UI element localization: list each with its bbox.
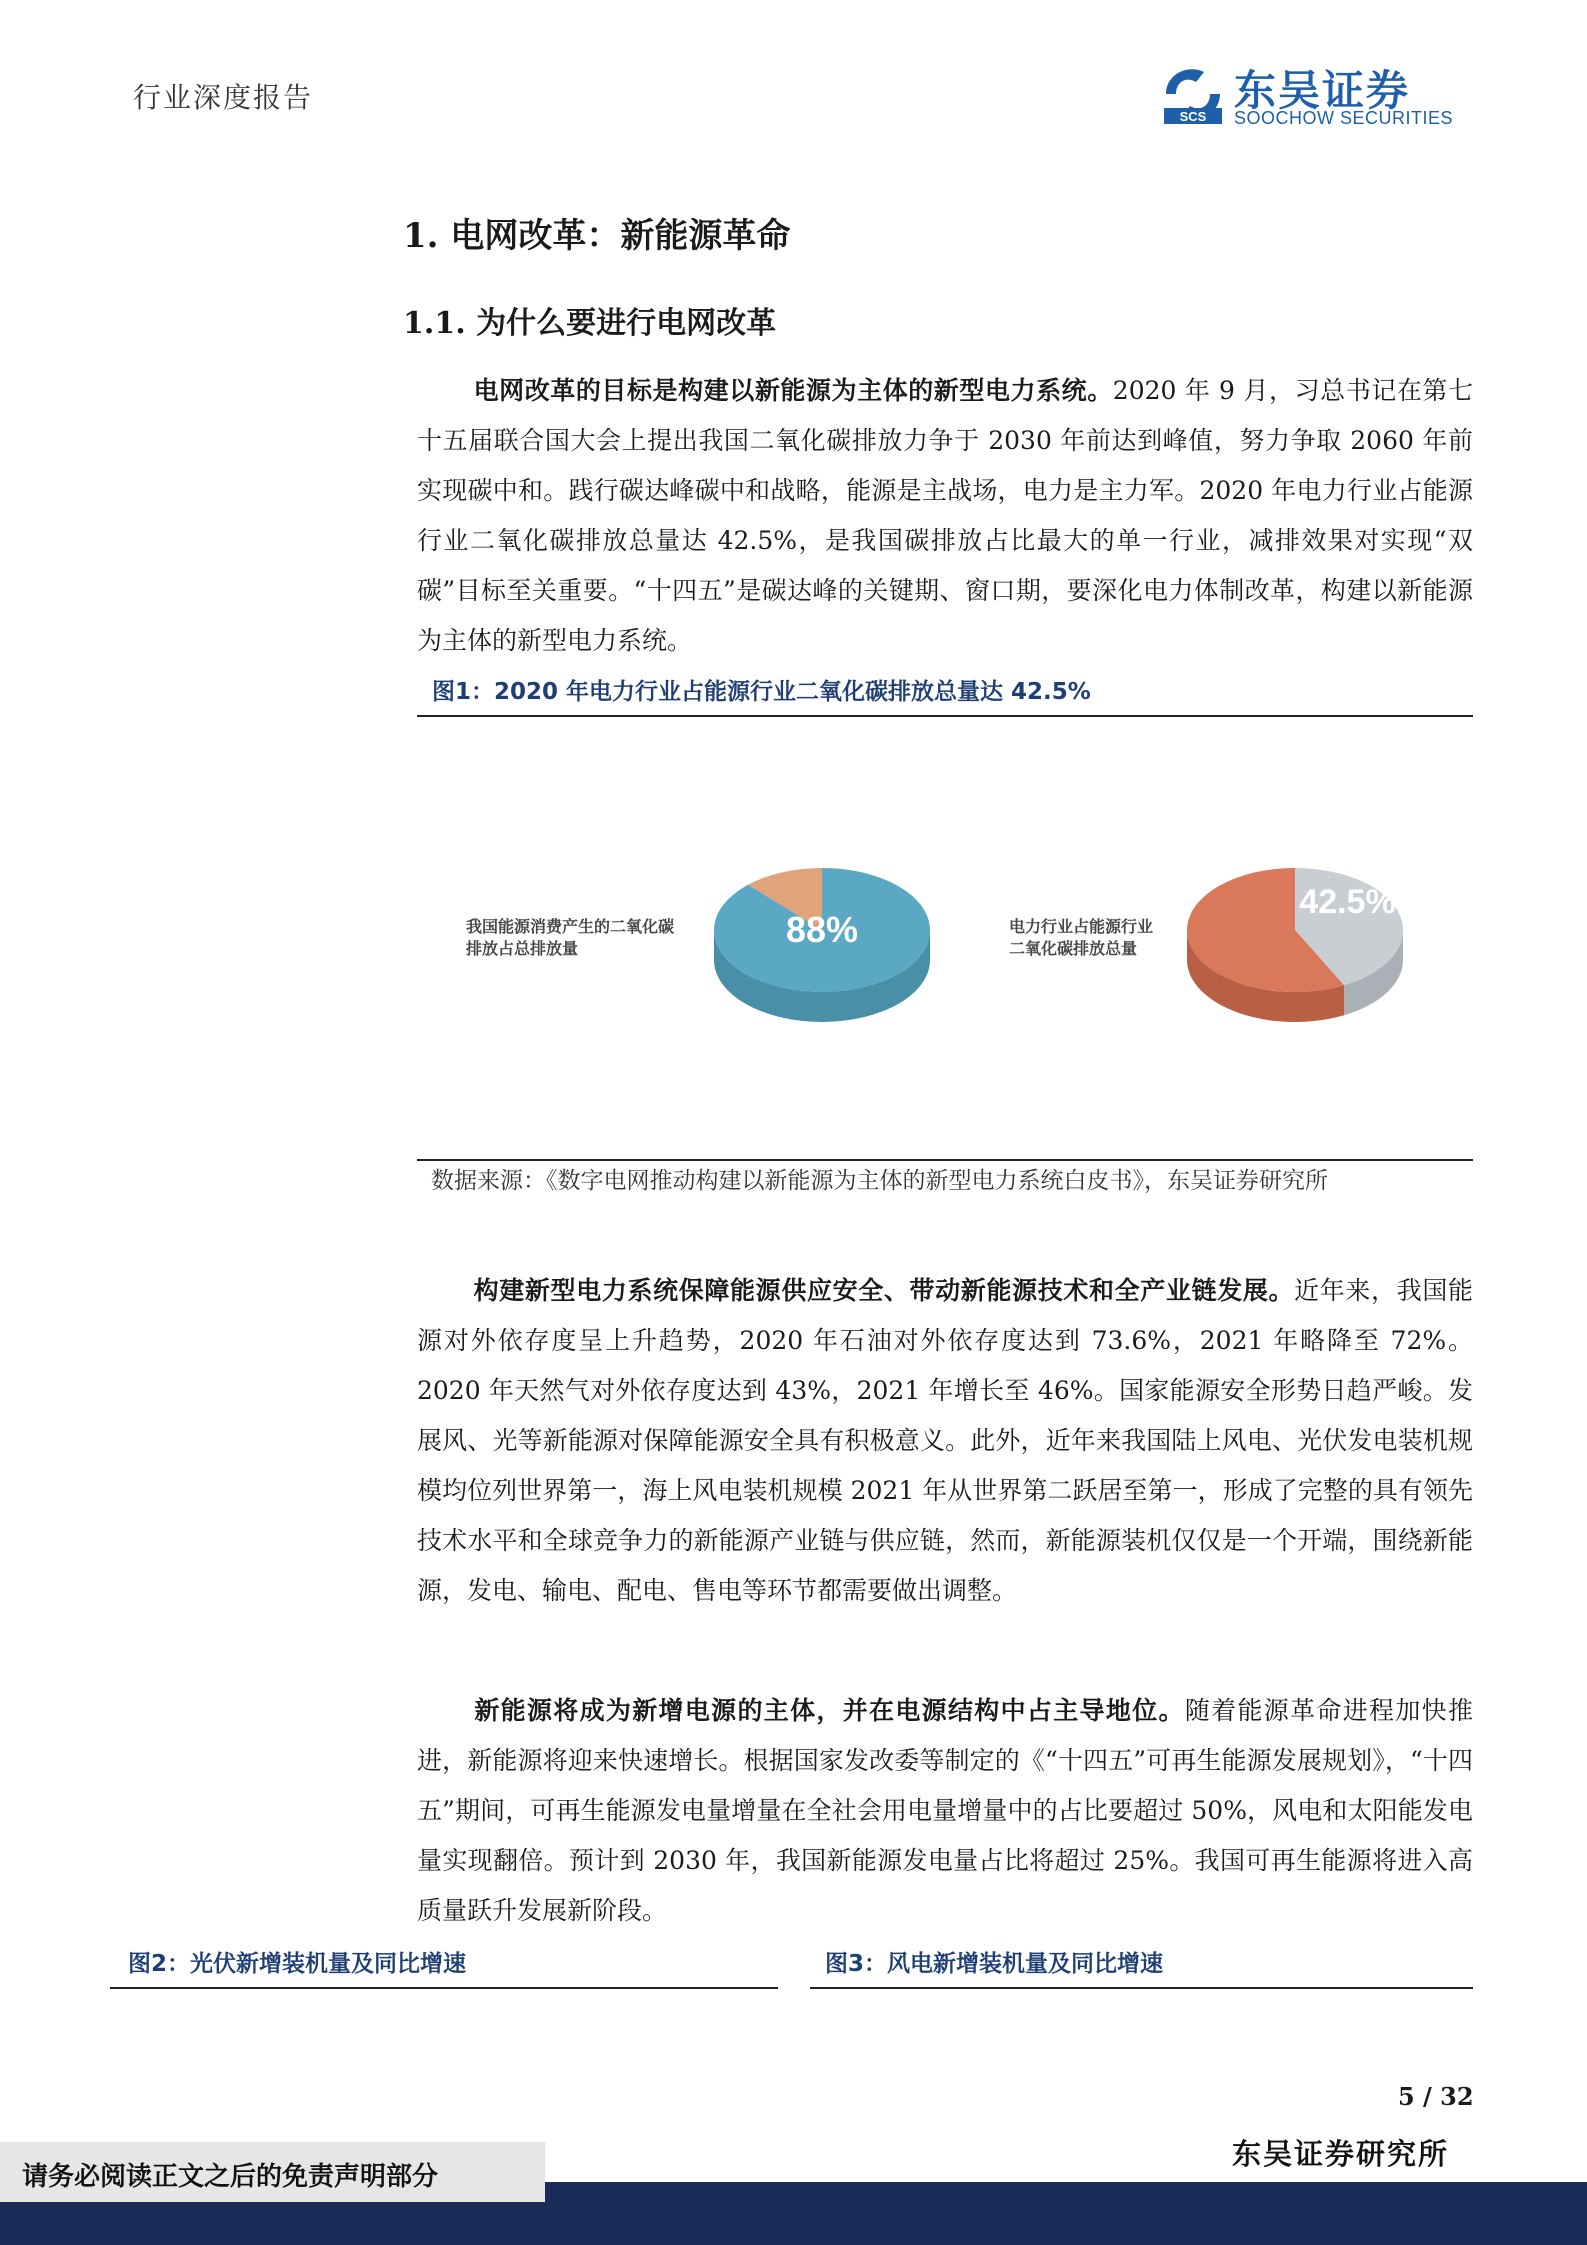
footer-organization: 东吴证券研究所 (1232, 2137, 1450, 2171)
paragraph-lead: 新能源将成为新增电源的主体，并在电源结构中占主导地位。 (473, 1696, 1185, 1725)
paragraph-body: 随着能源革命进程加快推进，新能源将迎来快速增长。根据国家发改委等制定的《“十四五”可再生能源发展规划》，“十四五”期间，可再生能源发电量增量在全社会用电量增量中的占比要超过 50%，风电和太阳能发电量实现翻倍。预计到 2030 年，我国新能源发电量占比将超过 25%。我国可再生能源将进入高质量跃升发展新阶段。 (417, 1696, 1473, 1925)
paragraph-lead: 构建新型电力系统保障能源供应安全、带动新能源技术和全产业链发展。 (473, 1276, 1295, 1305)
pie-0-value-label: 88% (785, 909, 859, 950)
figure-2-title: 图2：光伏新增装机量及同比增速 (128, 1951, 467, 1977)
paragraph-energy-security (417, 1266, 1473, 1616)
figure-3-rule (810, 1987, 1473, 1989)
logo-mark-text: SCS (1179, 109, 1207, 124)
pie-2 (1175, 860, 1415, 1035)
section-heading: 1. 电网改革：新能源革命 (403, 216, 791, 256)
figure-1-top-rule (417, 715, 1473, 717)
pie-1-label-line2: 排放占总排放量 (466, 939, 579, 958)
company-logo (1158, 58, 1470, 130)
report-type-label: 行业深度报告 (133, 81, 314, 114)
pie-1 (702, 860, 942, 1035)
figure-1-charts (417, 720, 1473, 1160)
figure-2-rule (110, 1987, 778, 1989)
figure-3-title: 图3：风电新增装机量及同比增速 (825, 1951, 1164, 1977)
pie-1-label (466, 916, 674, 960)
paragraph-body: 近年来，我国能源对外依存度呈上升趋势，2020 年石油对外依存度达到 73.6%，2021 年略降至 72%。2020 年天然气对外依存度达到 43%，2021 年增长至 46%。国家能源安全形势日趋严峻。发展风、光等新能源对保障能源安全具有积极意义。此外，近年来我国陆上风电、光伏发电装机规模均位列世界第一，海上风电装机规模 2021 年从世界第二跃居至第一，形成了完整的具有领先技术水平和全球竞争力的新能源产业链与供应链，然而，新能源装机仅仅是一个开端，围绕新能源，发电、输电、配电、售电等环节都需要做出调整。 (417, 1276, 1473, 1605)
logo-text-cn: 东吴证券 (1234, 66, 1411, 115)
pie-2-label-line1: 电力行业占能源行业 (1009, 917, 1154, 936)
paragraph-new-energy-dominance (417, 1686, 1473, 1936)
page-number: 5 / 32 (1398, 2082, 1474, 2111)
logo-text-en: SOOCHOW SECURITIES (1234, 108, 1454, 128)
pie-2-label (1009, 916, 1153, 960)
figure-1-source: 数据来源：《数字电网推动构建以新能源为主体的新型电力系统白皮书》，东吴证券研究所 (431, 1168, 1328, 1194)
paragraph-grid-reform-goal (417, 366, 1473, 666)
pie-1-value-label: 42.5% (1299, 882, 1396, 921)
logo-mark-icon (1158, 58, 1228, 130)
paragraph-body: 2020 年 9 月，习总书记在第七十五届联合国大会上提出我国二氧化碳排放力争于 2030 年前达到峰值，努力争取 2060 年前实现碳中和。践行碳达峰碳中和战略，能源是主战场，电力是主力军。2020 年电力行业占能源行业二氧化碳排放总量达 42.5%，是我国碳排放占比最大的单一行业，减排效果对实现“双碳”目标至关重要。“十四五”是碳达峰的关键期、窗口期，要深化电力体制改革，构建以新能源为主体的新型电力系统。 (417, 376, 1473, 655)
paragraph-lead: 电网改革的目标是构建以新能源为主体的新型电力系统。 (473, 376, 1113, 405)
figure-1-title: 图1：2020 年电力行业占能源行业二氧化碳排放总量达 42.5% (432, 679, 1091, 705)
pie-2-label-line2: 二氧化碳排放总量 (1009, 939, 1138, 958)
subsection-heading: 1.1. 为什么要进行电网改革 (403, 306, 777, 341)
disclaimer-text: 请务必阅读正文之后的免责声明部分 (22, 2162, 439, 2192)
pie-1-label-line1: 我国能源消费产生的二氧化碳 (466, 917, 675, 936)
